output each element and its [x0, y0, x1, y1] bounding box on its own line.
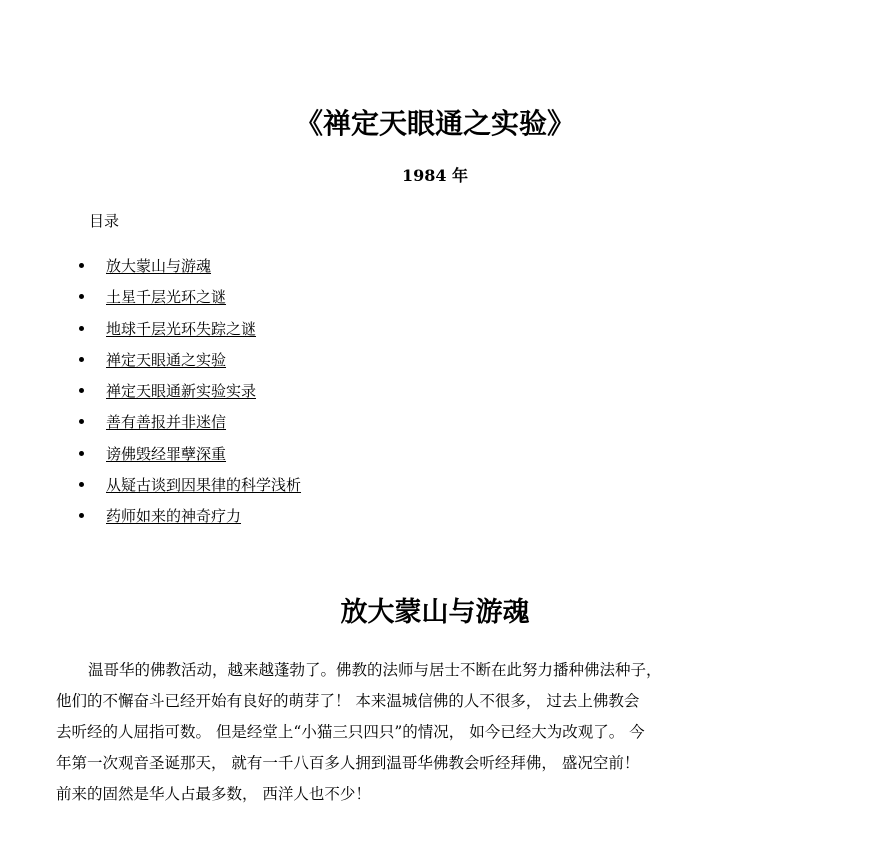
toc-item — [76, 410, 301, 441]
toc-link-saturn-rings[interactable]: 土星千层光环之谜 — [106, 288, 227, 307]
toc-item — [76, 285, 301, 316]
document-title: 《禅定天眼通之实验》 — [294, 107, 575, 140]
toc-link-good-karma[interactable]: 善有善报并非迷信 — [106, 413, 227, 432]
toc-item — [76, 442, 301, 473]
toc-label: 目录 — [89, 212, 120, 230]
paragraph-line: 年第一次观音圣诞那天， 就有一千八百多人拥到温哥华佛教会听经拜佛， 盛况空前！ — [56, 754, 640, 772]
toc-item — [76, 379, 301, 410]
section-title: 放大蒙山与游魂 — [340, 597, 530, 628]
toc-link-fangda-mengshan[interactable]: 放大蒙山与游魂 — [106, 257, 212, 275]
toc-item — [76, 317, 301, 348]
section-paragraph — [56, 655, 826, 810]
toc-link-medicine-buddha[interactable]: 药师如来的神奇疗力 — [106, 507, 242, 525]
bullet-icon — [79, 451, 84, 456]
toc-link-earth-rings[interactable]: 地球千层光环失踪之谜 — [106, 319, 257, 338]
paragraph-line: 前来的固然是华人占最多数， 西洋人也不少！ — [56, 785, 371, 803]
toc-item — [76, 254, 301, 285]
toc-item — [76, 348, 301, 379]
document-year: 1984 年 — [401, 166, 469, 185]
bullet-icon — [79, 263, 84, 268]
toc-list — [76, 254, 301, 535]
bullet-icon — [79, 294, 84, 299]
paragraph-line: 温哥华的佛教活动，越来越蓬勃了。佛教的法师与居士不断在此努力播种佛法种子， — [88, 661, 662, 679]
toc-link-tianyantong-experiment[interactable]: 禅定天眼通之实验 — [106, 350, 227, 369]
bullet-icon — [79, 419, 84, 424]
toc-link-new-experiment-record[interactable]: 禅定天眼通新实验实录 — [106, 382, 257, 400]
bullet-icon — [79, 326, 84, 331]
paragraph-line: 他们的不懈奋斗已经开始有良好的萌芽了！ 本来温城信佛的人不很多， 过去上佛教会 — [56, 692, 640, 710]
toc-link-causality-analysis[interactable]: 从疑古谈到因果律的科学浅析 — [106, 475, 302, 494]
toc-item — [76, 504, 301, 535]
bullet-icon — [79, 513, 84, 518]
paragraph-line: 去听经的人屈指可数。 但是经堂上“小猫三只四只”的情况， 如今已经大为改观了。 今 — [56, 723, 645, 741]
bullet-icon — [79, 482, 84, 487]
bullet-icon — [79, 388, 84, 393]
toc-link-slander-sins[interactable]: 谤佛毁经罪孽深重 — [106, 444, 227, 463]
bullet-icon — [79, 357, 84, 362]
toc-item — [76, 473, 301, 504]
